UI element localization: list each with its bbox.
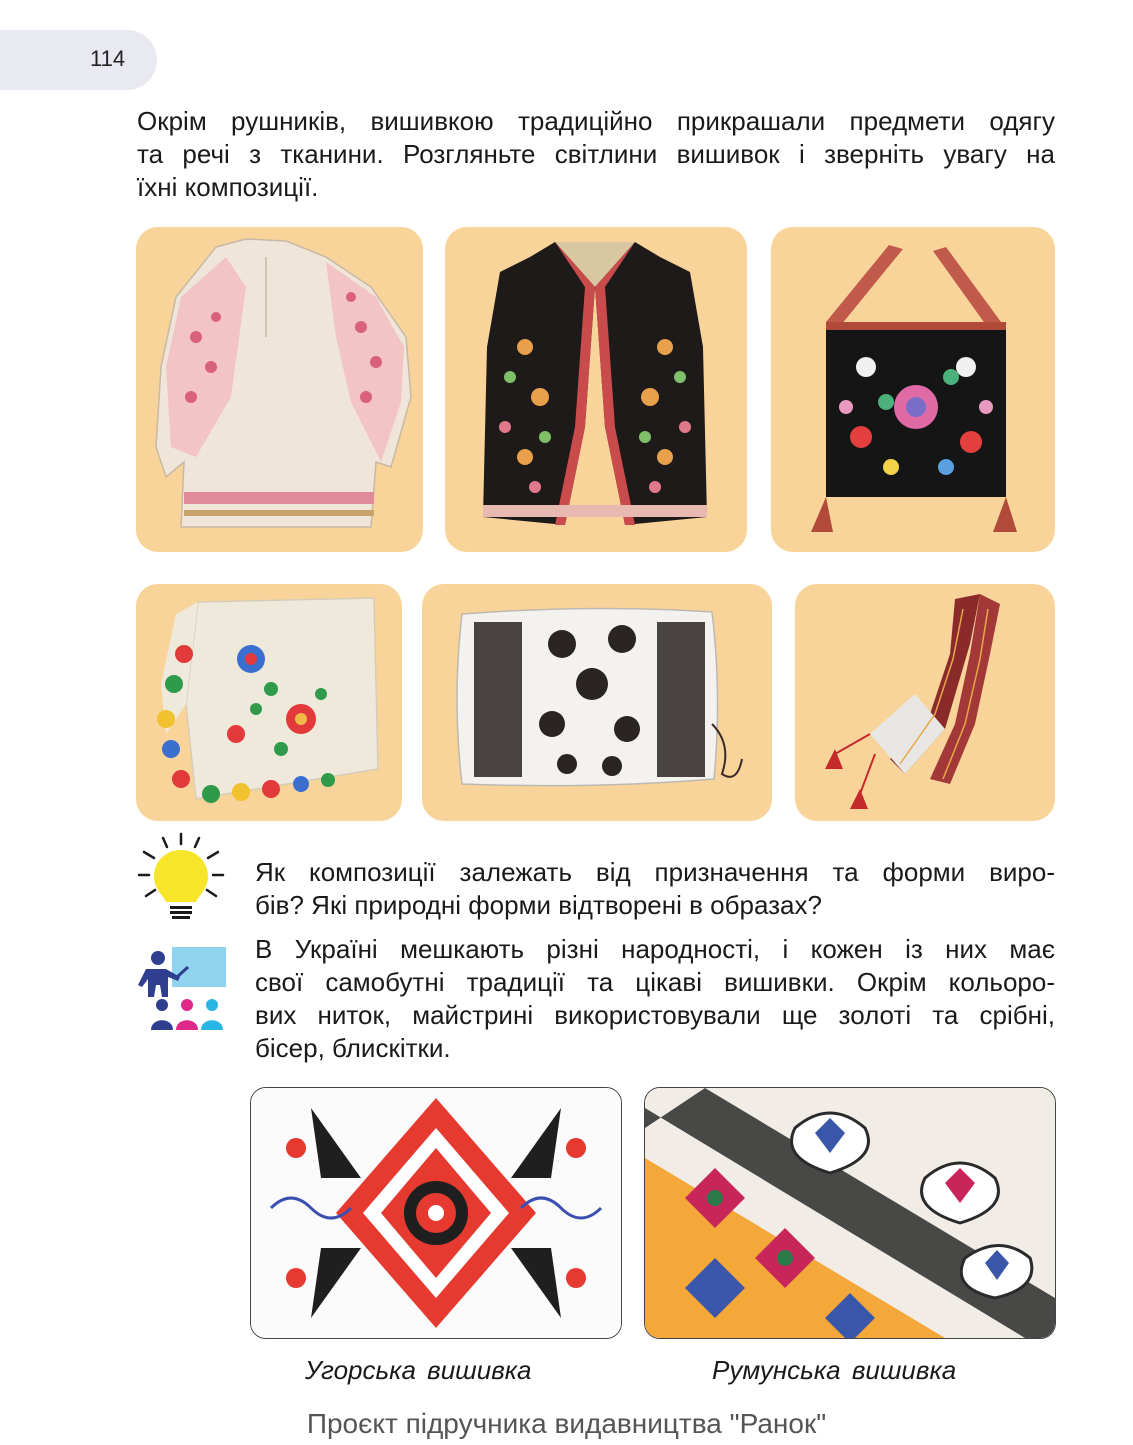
embroidered-scarf-icon: [136, 584, 402, 821]
publisher-footer: Проєкт підручника видавництва "Ранок": [306, 1408, 827, 1439]
intro-line: та речі з тканини. Розгляньте світлини вишивок і зверніть увагу на: [137, 139, 1055, 169]
embroidered-vest-icon: [445, 227, 747, 552]
question-paragraph: [255, 856, 1055, 922]
caption-hungarian-embroidery: Угорська вишивка: [305, 1355, 532, 1385]
teacher-presentation-icon: [136, 945, 228, 1035]
romanian-embroidery-pattern-icon: [645, 1088, 1055, 1338]
embroidered-shirt-icon: [136, 227, 423, 552]
info-line: бісер, блискітки.: [255, 1033, 451, 1063]
intro-line: їхні композиції.: [137, 172, 319, 202]
page-number-tab: [0, 30, 157, 90]
intro-paragraph: [137, 105, 1055, 204]
embroidered-bag-icon: [771, 227, 1055, 552]
caption-romanian-embroidery: Румунська вишивка: [712, 1355, 957, 1385]
photo-embroidered-scarf: [136, 584, 402, 821]
info-line: вих ниток, майстрині використовували ще золоті та срібні,: [255, 1000, 1055, 1030]
photo-embroidered-pillow: [422, 584, 772, 821]
photo-embroidered-bag: [771, 227, 1055, 552]
woven-sash-icon: [795, 584, 1055, 821]
info-line: свої самобутні традиції та цікаві вишивки. Окрім кольоро-: [255, 967, 1055, 997]
embroidered-pillow-icon: [422, 584, 772, 821]
info-line: В Україні мешкають різні народності, і кожен із них має: [255, 934, 1055, 964]
hungarian-embroidery-pattern-icon: [251, 1088, 621, 1338]
intro-line: Окрім рушників, вишивкою традиційно прикрашали предмети одягу: [137, 106, 1055, 136]
question-line: Як композиції залежать від призначення та форми виро-: [255, 857, 1055, 887]
photo-woven-sash: [795, 584, 1055, 821]
figure-hungarian-embroidery: [250, 1087, 622, 1339]
page-number: 114: [90, 46, 126, 71]
question-line: бів? Які природні форми відтворені в образах?: [255, 890, 822, 920]
photo-embroidered-vest: [445, 227, 747, 552]
info-paragraph: [255, 933, 1055, 1065]
photo-embroidered-shirt: [136, 227, 423, 552]
lightbulb-icon: [136, 830, 226, 925]
figure-romanian-embroidery: [644, 1087, 1056, 1339]
